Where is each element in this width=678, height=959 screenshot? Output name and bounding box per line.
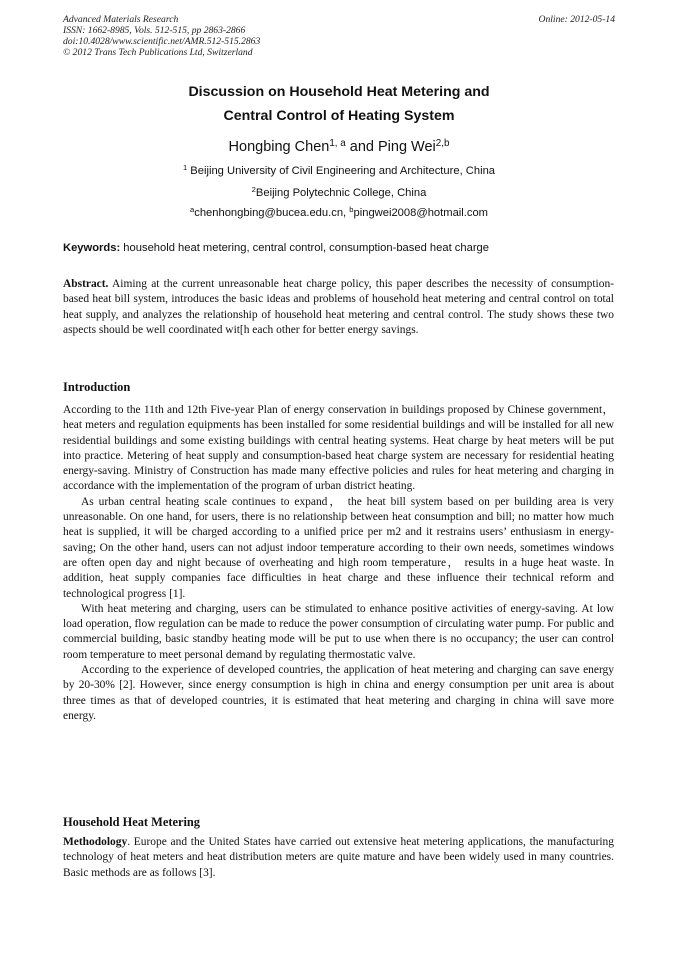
online-date: Online: 2012-05-14	[538, 14, 615, 25]
methodology-paragraph	[63, 835, 614, 881]
affiliation-1	[63, 164, 615, 178]
author-2-affil-mark: 2,b	[435, 137, 450, 149]
methodology-label: Methodology	[63, 836, 128, 848]
email-a-mark: a	[189, 204, 195, 214]
author-2: Ping Wei	[378, 139, 436, 155]
methodology-body	[63, 835, 614, 881]
paper-title	[63, 80, 615, 128]
intro-paragraph-1: According to the 11th and 12th Five-year Plan of energy conservation in buildings proposed by Chinese government， heat meters and regulation equipments has been installed for some residential buildings and will be installed for all new residential buildings and some existing buildings with central heating systems. Heat charge by heat meters will be put into practice. Metering of heat supply and consumption-based heat charge system are necessary for residential heating energy-saving. Ministry of Construction has made many effective policies and rules for heat metering and charging in accordance with the implementation of the program of urban district heating.	[63, 404, 614, 493]
author-conjunction: and	[345, 139, 378, 155]
abstract-text: Aiming at the current unreasonable heat charge policy, this paper describes the necessity of consumption-based heat bill system, introduces the basic ideas and problems of household heat metering and central control on total heat supply, and analyzes the relationship of household heat metering and central control. The study shows these two aspects should be well coordinated wit[h each other for better energy savings.	[63, 278, 614, 336]
keywords-text: household heat metering, central control, consumption-based heat charge	[120, 242, 489, 254]
copyright-line: © 2012 Trans Tech Publications Ltd, Switzerland	[63, 47, 253, 58]
introduction-heading: Introduction	[63, 380, 131, 394]
author-1: Hongbing Chen	[228, 139, 330, 155]
author-line	[63, 137, 615, 157]
email-line	[63, 206, 615, 220]
affiliation-2-mark: 2	[251, 184, 256, 194]
doi-line: doi:10.4028/www.scientific.net/AMR.512-515.2863	[63, 36, 261, 47]
intro-paragraph-3: With heat metering and charging, users can be stimulated to enhance positive activities of energy-saving. At low load operation, flow regulation can be made to reduce the power consumption of circulating water pump. For public and commercial building, basic standby heating mode will be put to use when there is no occupancy; the user can control room temperature to meet personal demand by regulating thermostatic valve.	[63, 602, 614, 661]
email-a: chenhongbing@bucea.edu.cn,	[194, 207, 350, 219]
abstract	[63, 277, 614, 338]
intro-paragraph-2: As urban central heating scale continues to expand， the heat bill system based on per building area is very unreasonable. On one hand, for users, there is no relationship between heat consumption and bill; no matter how much heat is supplied, it will be charged according to a unified price per m2 and it restrains users’ enthusiasm in energy-saving; On the other hand, users can not adjust indoor temperature according to their own needs, sometimes windows are often open day and night because of overheating and high room temperature， results in a huge heat waste. In addition, heat supply companies face difficulties in heat charge and these influence their technical reform and technological progress [1].	[63, 495, 614, 600]
affiliation-1-text: Beijing University of Civil Engineering and Architecture, China	[187, 165, 496, 177]
abstract-paragraph	[63, 277, 614, 338]
title-line-1: Discussion on Household Heat Metering and	[188, 84, 490, 100]
methodology-text: . Europe and the United States have carried out extensive heat metering applications, the manufacturing technology of heat meters and heat distribution meters are quite mature and have been widely used in many countries. Basic methods are as follows [3].	[63, 836, 614, 879]
title-line-2: Central Control of Heating System	[223, 108, 455, 124]
abstract-label: Abstract.	[63, 278, 109, 290]
household-heading: Household Heat Metering	[63, 815, 200, 829]
email-b-mark: b	[349, 204, 354, 214]
author-1-affil-mark: 1, a	[329, 137, 346, 149]
email-b: pingwei2008@hotmail.com	[353, 207, 489, 219]
keywords-label: Keywords:	[63, 242, 121, 254]
issn-line: ISSN: 1662-8985, Vols. 512-515, pp 2863-2866	[63, 25, 246, 36]
affiliation-1-mark: 1	[182, 162, 188, 172]
keywords	[63, 241, 615, 256]
journal-name: Advanced Materials Research	[63, 14, 179, 25]
affiliation-2-text: Beijing Polytechnic College, China	[255, 187, 427, 199]
affiliation-2	[63, 186, 615, 200]
journal-header	[63, 14, 615, 58]
introduction-body	[63, 403, 614, 724]
intro-paragraph-4: According to the experience of developed countries, the application of heat metering and charging can save energy by 20-30% [2]. However, since energy consumption is high in china and energy consumption per unit area is about three times as that of developed countries, it is estimated that heat metering and charging in china will save more energy.	[63, 664, 614, 722]
